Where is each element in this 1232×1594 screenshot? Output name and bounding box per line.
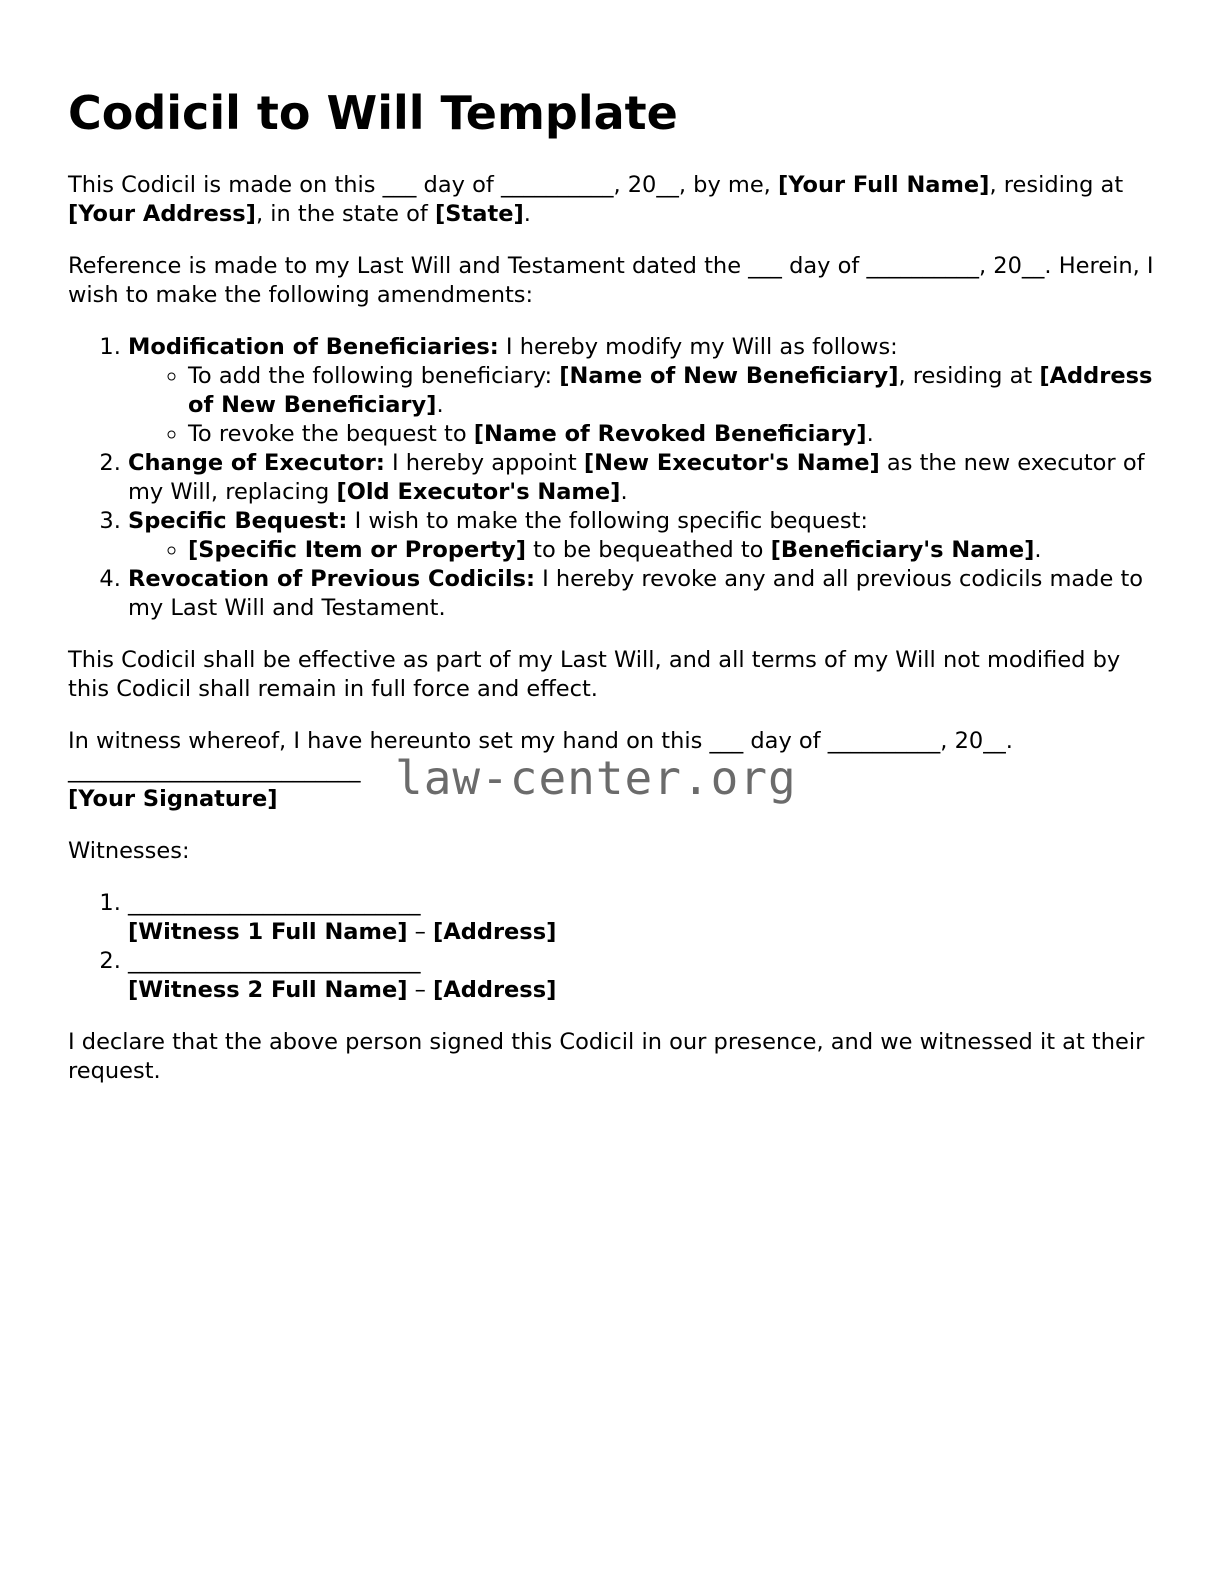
- placeholder-full-name: [Your Full Name]: [778, 172, 990, 198]
- signature-label: [Your Signature]: [68, 786, 278, 812]
- placeholder-state: [State]: [435, 201, 524, 227]
- witness-signature-line: 2. __________________________: [128, 948, 421, 974]
- witness-name: [Witness 1 Full Name]: [128, 919, 408, 945]
- amendment-item: 1. Modification of Beneficiaries: I hereby modify my Will as follows: ◦ To add the following beneficiary: [Name of New Beneficiary], residing at [Address of New Beneficiary]. ◦ To revoke the bequest to [Name of Revoked Beneficiary].: [128, 333, 1168, 449]
- document-page: [68, 82, 1168, 1086]
- declaration-paragraph: I declare that the above person signed this Codicil in our presence, and we witnessed it at their request.: [68, 1029, 1145, 1084]
- witness-item: 2. __________________________ [Witness 2 Full Name] – [Address]: [128, 947, 1168, 1005]
- signature-block: [68, 751, 1168, 814]
- signature-line: __________________________: [68, 757, 361, 783]
- reference-paragraph: Reference is made to my Last Will and Testament dated the ___ day of __________, 20__. Herein, I wish to make the following amendments:: [68, 253, 1154, 308]
- document-title: Codicil to Will Template: [68, 86, 678, 140]
- witness-statement: In witness whereof, I have hereunto set my hand on this ___ day of __________, 20__.: [68, 728, 1013, 754]
- witness-item: 1. __________________________ [Witness 1 Full Name] – [Address]: [128, 889, 1168, 947]
- placeholder-address: [Your Address]: [68, 201, 256, 227]
- amendment-item: 3. Specific Bequest: I wish to make the following specific bequest: ◦ [Specific Item or Property] to be bequeathed to [Beneficiary's Name].: [128, 507, 1168, 565]
- witness-address: [Address]: [433, 919, 557, 945]
- witnesses-label: Witnesses:: [68, 838, 190, 864]
- witness-name: [Witness 2 Full Name]: [128, 977, 408, 1003]
- amendments-list: [68, 333, 1168, 623]
- amendment-subitem: ◦ To revoke the bequest to [Name of Revoked Beneficiary].: [188, 420, 1168, 449]
- amendment-sublist: [128, 536, 1168, 565]
- amendment-item: 2. Change of Executor: I hereby appoint [New Executor's Name] as the new executor of my Will, replacing [Old Executor's Name].: [128, 449, 1168, 507]
- amendment-subitem: ◦ To add the following beneficiary: [Name of New Beneficiary], residing at [Address of New Beneficiary].: [188, 362, 1168, 420]
- witness-address: [Address]: [433, 977, 557, 1003]
- intro-paragraph: This Codicil is made on this ___ day of __________, 20__, by me, [Your Full Name], residing at [Your Address], in the state of [State].: [68, 172, 1124, 227]
- amendment-sublist: [128, 362, 1168, 449]
- witnesses-list: [68, 889, 1168, 1005]
- effective-paragraph: This Codicil shall be effective as part of my Last Will, and all terms of my Will not modified by this Codicil shall remain in full force and effect.: [68, 647, 1121, 702]
- amendment-item: 4. Revocation of Previous Codicils: I hereby revoke any and all previous codicils made to my Last Will and Testament.: [128, 565, 1168, 623]
- watermark: law-center.org: [395, 751, 797, 805]
- amendment-subitem: ◦ [Specific Item or Property] to be bequeathed to [Beneficiary's Name].: [188, 536, 1168, 565]
- witness-signature-line: 1. __________________________: [128, 890, 421, 916]
